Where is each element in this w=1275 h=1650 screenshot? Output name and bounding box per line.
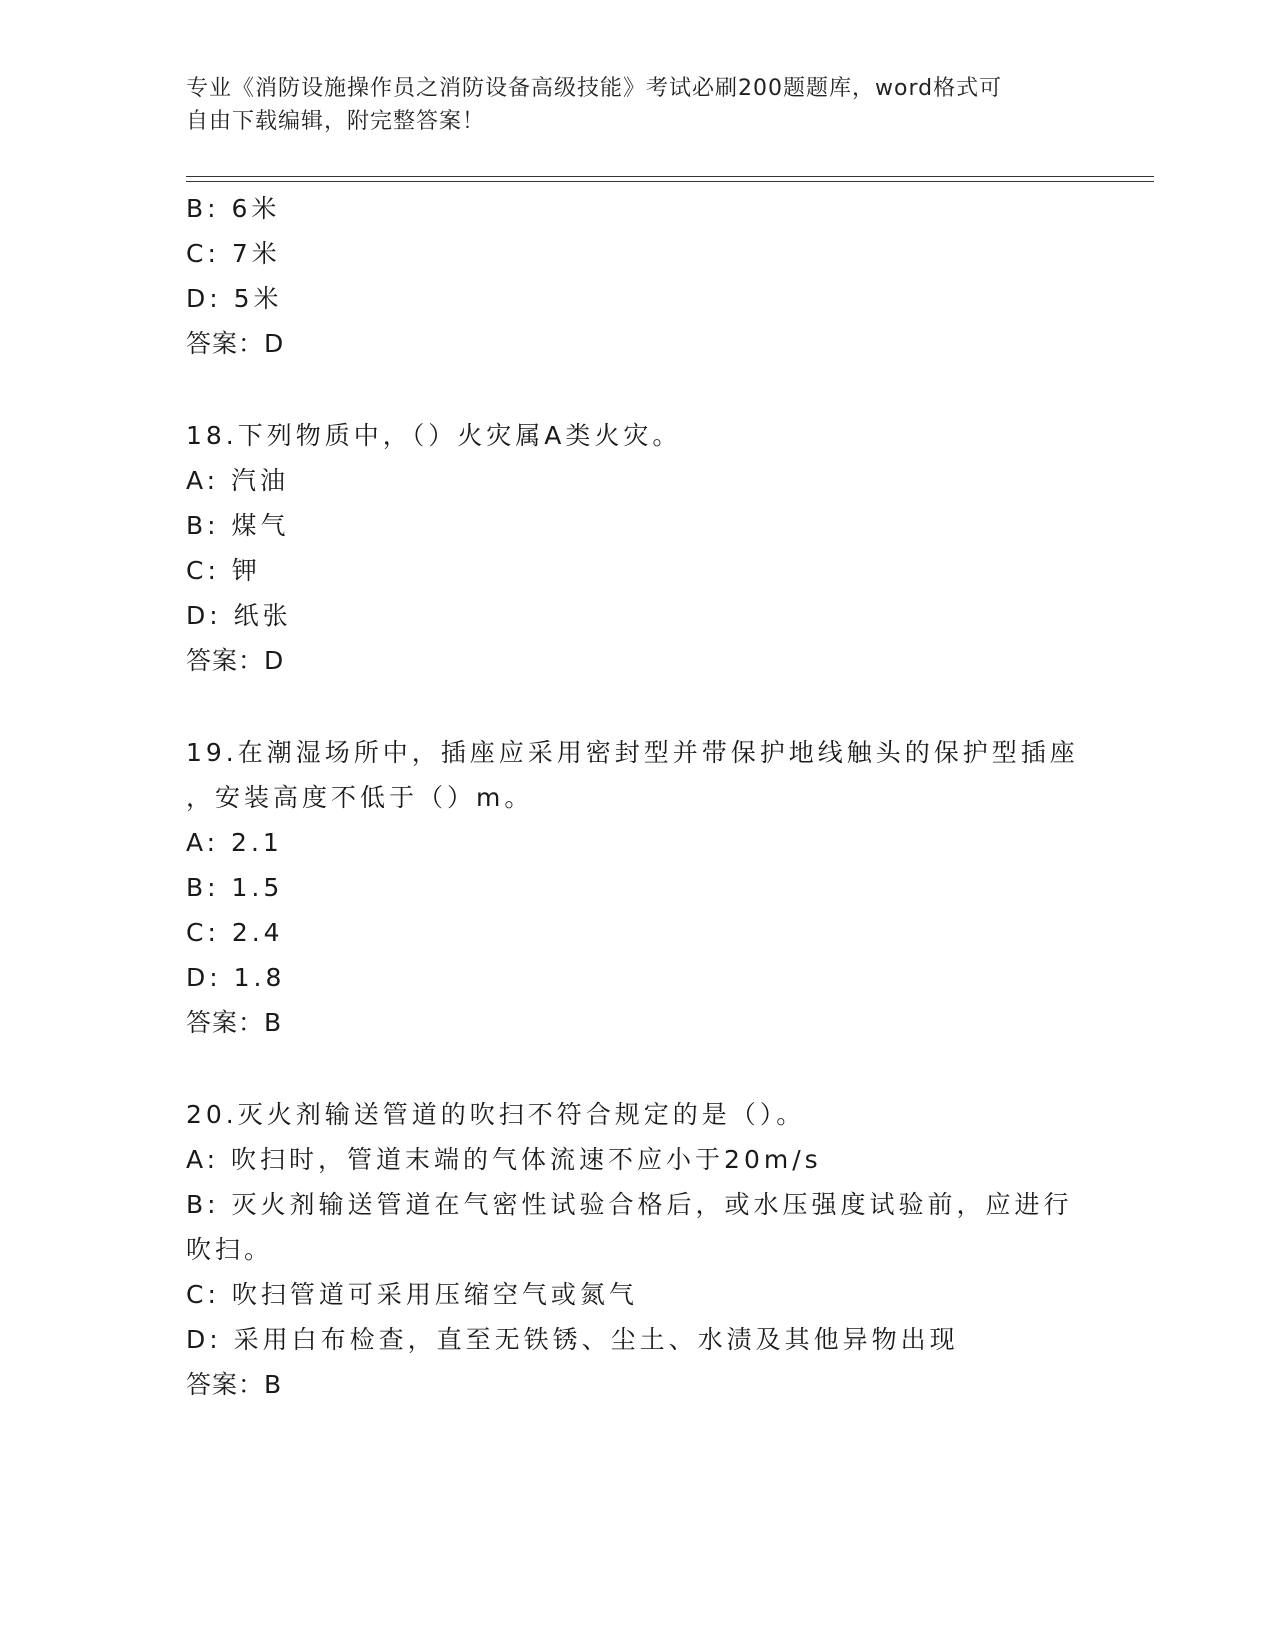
question-19 <box>186 730 1086 1045</box>
q17-answer: 答案：D <box>186 329 285 358</box>
q18-option-b: B: 煤气 <box>186 511 290 540</box>
spacer <box>186 683 1086 730</box>
question-20 <box>186 1092 1086 1407</box>
question-18 <box>186 413 1086 683</box>
q19-option-b: B: 1.5 <box>186 873 284 902</box>
q20-answer: 答案：B <box>186 1370 283 1399</box>
q17-option-c: C: 7米 <box>186 239 281 268</box>
q18-option-a: A: 汽油 <box>186 466 290 495</box>
header-title-line-2: 自由下载编辑，附完整答案！ <box>186 109 486 134</box>
q19-option-a: A: 2.1 <box>186 828 283 857</box>
q19-stem-line-2: ，安装高度不低于（）m。 <box>186 783 534 812</box>
q20-option-b-line-1: B: 灭火剂输送管道在气密性试验合格后，或水压强度试验前，应进行 <box>186 1190 1073 1219</box>
question-list <box>186 186 1086 1407</box>
spacer <box>186 1045 1086 1092</box>
q19-answer: 答案：B <box>186 1008 283 1037</box>
q20-option-a: A: 吹扫时，管道末端的气体流速不应小于20m/s <box>186 1145 822 1174</box>
q19-option-d: D: 1.8 <box>186 963 286 992</box>
q18-answer: 答案：D <box>186 646 285 675</box>
q18-option-c: C: 钾 <box>186 556 261 585</box>
spacer <box>186 366 1086 413</box>
q18-stem: 18.下列物质中，（）火灾属A类火灾。 <box>186 421 682 450</box>
header-divider-top <box>186 176 1154 177</box>
q20-option-d: D: 采用白布检查，直至无铁锈、尘土、水渍及其他异物出现 <box>186 1325 959 1354</box>
page-header <box>186 72 1086 138</box>
header-title-line-1: 专业《消防设施操作员之消防设备高级技能》考试必刷200题题库，word格式可 <box>186 76 1003 101</box>
q19-stem-line-1: 19.在潮湿场所中，插座应采用密封型并带保护地线触头的保护型插座 <box>186 738 1079 767</box>
q20-option-c: C: 吹扫管道可采用压缩空气或氮气 <box>186 1280 638 1309</box>
header-divider-bottom <box>186 181 1154 182</box>
question-17 <box>186 186 1086 366</box>
q20-stem: 20.灭火剂输送管道的吹扫不符合规定的是（）。 <box>186 1100 806 1129</box>
q18-option-d: D: 纸张 <box>186 601 292 630</box>
q17-option-b: B: 6米 <box>186 194 281 223</box>
q20-option-b-line-2: 吹扫。 <box>186 1235 274 1264</box>
q17-option-d: D: 5米 <box>186 284 283 313</box>
q19-option-c: C: 2.4 <box>186 918 284 947</box>
